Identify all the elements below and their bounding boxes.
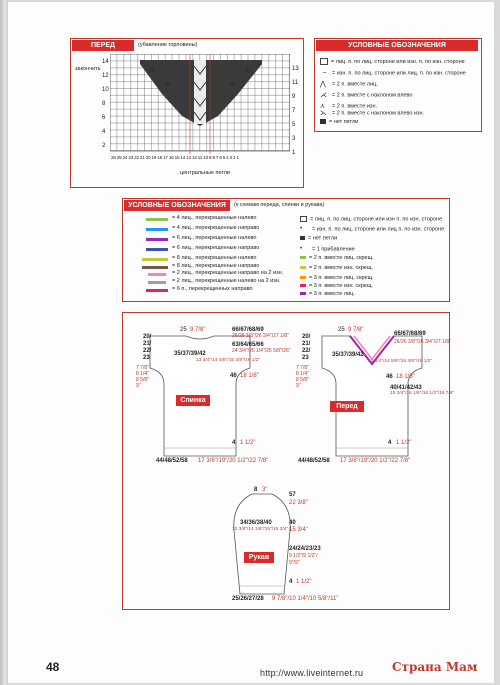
watermark: Страна Мам — [392, 660, 478, 674]
finish-label: закончить — [75, 66, 101, 72]
back-top-num: 25 — [180, 327, 187, 333]
sleeve-label: Рукав — [244, 552, 274, 563]
sleeve-hem-in: 1 1/2" — [296, 579, 312, 585]
legend-item: ⋏ = 2 п. вместе изн. — [320, 103, 378, 110]
chart-bottom-numbers: 26 25 24 23 22 21 20 19 18 17 16 15 14 13 12 11 10 9 8 7 6 5 4 3 2 1 — [111, 155, 239, 160]
legend-item: ⋀ = 2 п. вместе лиц. — [320, 81, 378, 88]
row-number: 3 — [292, 136, 296, 142]
center-stitches-label: центральные петли — [180, 170, 231, 176]
dec3-icon — [300, 292, 306, 295]
size-label: 23 — [302, 355, 309, 361]
k2tog-icon: ⋀ — [320, 81, 326, 88]
back-bottom: 44/48/52/58 — [156, 458, 188, 464]
sleeve-mid-sizes: 24/24/23/23 — [289, 546, 321, 552]
row-number: 13 — [292, 66, 299, 72]
size-inch: 9" — [136, 383, 141, 389]
cable-6-left-swatch — [146, 238, 168, 241]
legend-item: = 2 лиц., перекрещенные налево на 2 изн. — [172, 278, 281, 284]
row-number: 4 — [102, 129, 106, 135]
size-label: 22/ — [302, 348, 311, 354]
front-sizes-top: 66/67/68/69 — [394, 331, 426, 337]
row-number: 5 — [292, 122, 296, 128]
size-label: 20/ — [302, 334, 311, 340]
front-arm-in: 15 3/4"/16 1/8"/16 1/2"/16 7/8" — [390, 391, 455, 396]
front-top-num: 25 — [338, 327, 345, 333]
back-side-in: 18 1/8" — [240, 373, 259, 379]
back-hem-num: 4 — [232, 440, 236, 446]
purl-stitch-icon: − — [322, 70, 327, 77]
source-url: http://www.liveinternet.ru — [260, 668, 364, 678]
size-inch: 8 5/8" — [136, 377, 149, 383]
back-neck-in: 13 3/4"/14 5/8"/15 3/8"/16 1/2" — [196, 358, 261, 363]
front-bottom-in: 17 3/8"/19"/20 1/2"/22 7/8" — [340, 458, 411, 464]
row-number: 6 — [102, 115, 106, 121]
back-label: Спинка — [176, 395, 210, 406]
back-sizes-top-in: 26/26 3/8"/26 3/4"/27 1/8" — [232, 333, 289, 339]
size-inch: 9" — [296, 383, 301, 389]
knit-stitch-icon — [300, 216, 307, 222]
front-top-in: 9 7/8" — [348, 327, 364, 333]
legend-item: = 6 п., перекрещенных направо — [172, 286, 253, 292]
size-inch: 8 1/4" — [296, 371, 309, 377]
legend-item: = 3 п. вместе лиц. — [300, 292, 355, 298]
legend-top-title: УСЛОВНЫЕ ОБОЗНАЧЕНИЯ — [316, 40, 478, 51]
front-neck-in: 13 3/4"/14 5/8"/15 3/8"/16 1/2" — [368, 359, 433, 364]
legend-item: = нет петли — [300, 236, 337, 242]
dec-knit-icon — [300, 256, 306, 259]
front-chart-label: ПЕРЕД — [72, 40, 134, 51]
row-number: 11 — [292, 80, 299, 86]
ssp-icon: ⋋ — [320, 110, 327, 117]
legend-item: = лиц. п. по лиц. стороне или изн п. по изн. стороне — [300, 216, 442, 223]
sleeve-bottom-in: 9 7/8"/10 1/4"/10 5/8"/11" — [272, 596, 339, 602]
row-number: 8 — [102, 101, 106, 107]
back-neck: 35/37/39/42 — [174, 351, 206, 357]
row-number: 14 — [102, 59, 109, 65]
no-stitch-icon — [300, 236, 305, 240]
cable-6-stitch-swatch — [146, 289, 168, 292]
size-inch: 8 5/8" — [296, 377, 309, 383]
row-number: 1 — [292, 150, 296, 156]
sleeve-cap2-num: 40 — [289, 520, 296, 526]
legend-item: ⋌ = 2 п. вместе с наклоном влево — [320, 92, 413, 99]
ssk-icon: ⋌ — [320, 92, 327, 99]
page-number: 48 — [46, 660, 60, 674]
cable-4-left-swatch — [146, 218, 168, 221]
sleeve-top-num: 8 — [254, 487, 258, 493]
front-bottom: 44/48/52/58 — [298, 458, 330, 464]
sleeve-bottom: 25/26/27/28 — [232, 596, 264, 602]
legend-item: = 4 лиц., перекрещенные налево — [172, 215, 257, 221]
front-side-in: 18 1/8" — [396, 374, 415, 380]
legend-item: = нет петли — [320, 119, 358, 125]
front-sizes-top-in: 26/26 3/8"/26 3/4"/27 1/8" — [394, 339, 451, 345]
back-top-in: 9 7/8" — [190, 327, 206, 333]
front-side-num: 46 — [386, 374, 393, 380]
back-hem-in: 1 1/2" — [240, 440, 256, 446]
sleeve-mid-in: 9 1/2"/9 1/2"/ — [289, 553, 318, 559]
size-label: 21/ — [143, 341, 152, 347]
p2tog-icon: ⋏ — [320, 103, 326, 110]
legend-item: = 8 лиц., перекрещенные направо — [172, 263, 260, 269]
legend-main-subtitle: (к схемам переда, спинки и рукава) — [234, 202, 325, 208]
row-number: 7 — [292, 108, 296, 114]
cross-2-left-swatch — [148, 281, 166, 284]
size-label: 22/ — [143, 348, 152, 354]
sleeve-mid-in: 9"/9" — [289, 560, 300, 566]
sleeve-upper-in: 13 3/8"/14 1/8"/15"/15 3/4" — [232, 527, 289, 532]
back-sizes-mid-in: 24 3/4"/25 1/4"/25 5/8"/26" — [232, 348, 291, 354]
dec-purl-icon — [300, 266, 306, 269]
legend-item: = 3 п. вместе изн. скрещ. — [300, 284, 373, 290]
sleeve-upper: 34/36/38/40 — [240, 520, 272, 526]
legend-item: = 4 лиц., перекрещенные направо — [172, 225, 260, 231]
front-label: Перед — [330, 401, 364, 412]
cable-8-right-swatch — [142, 266, 168, 269]
sleeve-cap2-in: 15 3/4" — [289, 527, 308, 533]
legend-item: = 6 лиц., перекрещенные налево — [172, 235, 257, 241]
cable-6-right-swatch — [146, 248, 168, 251]
row-number: 12 — [102, 73, 109, 79]
cable-8-left-swatch — [142, 258, 168, 261]
size-inch: 7 7/8" — [136, 365, 149, 371]
front-chart-subtitle: (убавление горловины) — [138, 42, 198, 48]
back-side-num: 46 — [230, 373, 237, 379]
legend-main-title: УСЛОВНЫЕ ОБОЗНАЧЕНИЯ — [124, 200, 230, 211]
size-label: 21/ — [302, 341, 311, 347]
page-binding — [0, 0, 8, 685]
neckline-chart-grid — [110, 54, 290, 154]
back-sizes-mid: 63/64/65/66 — [232, 342, 264, 348]
cable-4-right-swatch — [146, 228, 168, 231]
row-number: 10 — [102, 87, 109, 93]
legend-item: • = 1 прибавление — [300, 246, 355, 253]
sleeve-hem-num: 4 — [289, 579, 293, 585]
sleeve-top-in: 3" — [262, 487, 268, 493]
back-bottom-in: 17 3/8"/19"/20 1/2"/22 7/8" — [198, 458, 269, 464]
knit-stitch-icon — [320, 58, 328, 65]
purl-stitch-icon: • — [300, 226, 303, 232]
legend-item: = 6 лиц., перекрещенные направо — [172, 245, 260, 251]
legend-item: = 2 лиц., перекрещенные направо на 2 изн. — [172, 270, 284, 276]
cross-2-right-swatch — [148, 273, 166, 276]
legend-item: = лиц. п. по лиц. стороне или изн. п. по изн. стороне — [320, 58, 465, 65]
legend-item: ⋋ = 2 п. вместе с наклоном влево изн. — [320, 110, 425, 117]
size-inch: 8 1/4" — [136, 371, 149, 377]
legend-item: = 8 лиц., перекрещенные налево — [172, 255, 257, 261]
back-sizes-top: 66/67/68/69 — [232, 327, 264, 333]
legend-item: • = изн. п. по лиц. стороне или лиц п. по изн. стороне — [300, 226, 445, 233]
row-number: 9 — [292, 94, 296, 100]
front-hem-in: 1 1/2" — [396, 440, 412, 446]
legend-item: − = изн. п. по лиц. стороне или лиц. п. по изн. стороне — [320, 70, 466, 77]
front-hem-num: 4 — [388, 440, 392, 446]
size-inch: 7 7/8" — [296, 365, 309, 371]
size-label: 23 — [143, 355, 150, 361]
front-neck: 35/37/39/42 — [332, 352, 364, 358]
row-number: 2 — [102, 143, 106, 149]
sleeve-cap-num: 57 — [289, 492, 296, 498]
dec3-purl-icon — [300, 284, 306, 287]
sleeve-cap-in: 22 3/8" — [289, 500, 308, 506]
dec3-knit-icon — [300, 276, 306, 279]
increase-icon: • — [300, 246, 303, 252]
size-label: 20/ — [143, 334, 152, 340]
legend-item: = 3 п. вместе лиц. скрещ. — [300, 276, 374, 282]
no-stitch-icon — [320, 119, 326, 124]
legend-item: = 2 п. вместе изн. скрещ. — [300, 266, 373, 272]
legend-item: = 2 п. вместе лиц. скрещ. — [300, 256, 374, 262]
front-arm-sizes: 40/41/42/43 — [390, 385, 422, 391]
